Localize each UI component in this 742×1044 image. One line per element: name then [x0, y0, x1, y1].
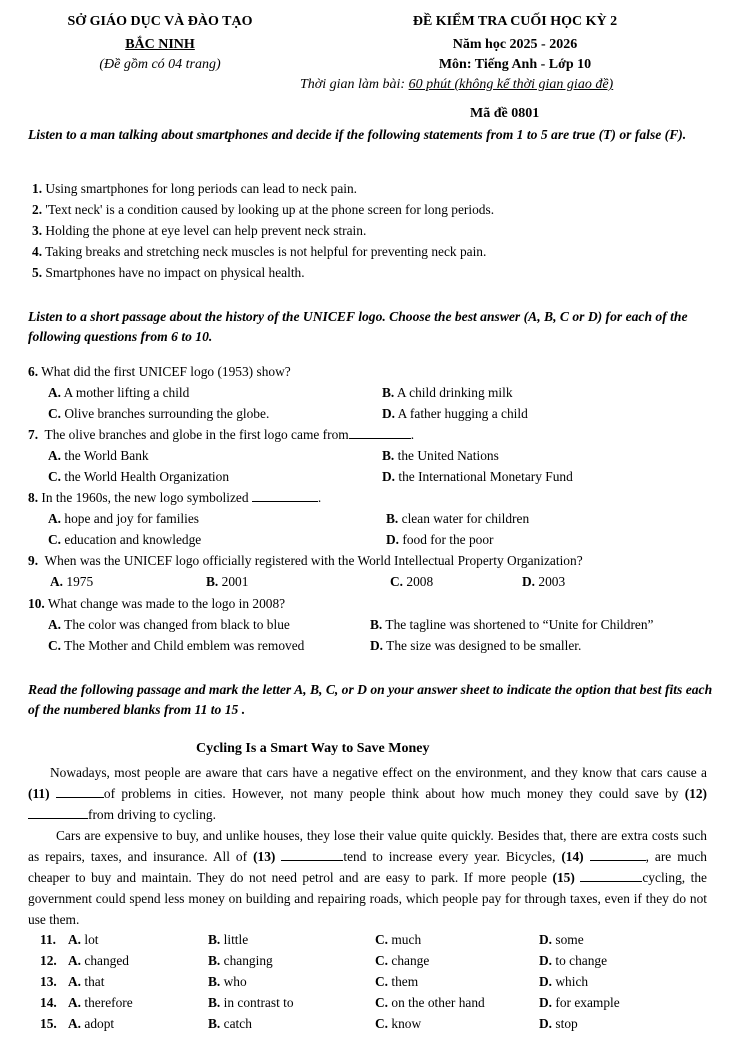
option-d: D. stop	[539, 1016, 578, 1031]
option-d: D. The size was designed to be smaller.	[370, 638, 582, 653]
question-9	[28, 553, 583, 569]
option-d: D. to change	[539, 953, 608, 968]
answer-blank	[281, 849, 343, 861]
option-b: B. catch	[208, 1016, 252, 1031]
time-prefix: Thời gian làm bài:	[300, 77, 406, 92]
option-row-number: 14.	[40, 995, 57, 1010]
option-c: C. the World Health Organization	[48, 469, 230, 484]
question-number: 6.	[28, 364, 39, 379]
option-b: B. clean water for children	[386, 511, 530, 526]
question-text: The olive branches and globe in the first logo came from	[44, 427, 349, 442]
option-a: A. The color was changed from black to blue	[48, 617, 290, 632]
option-d: D. 2003	[522, 574, 566, 589]
department-name: SỞ GIÁO DỤC VÀ ĐÀO TẠO	[67, 14, 253, 29]
exam-code: Mã đề 0801	[470, 106, 540, 121]
pages-note: (Đề gồm có 04 trang)	[99, 57, 221, 72]
blank-number: (12)	[684, 786, 707, 801]
part1-instruction: Listen to a man talking about smartphones and decide if the following statements from 1 to 5 are true (T) or false (F).	[28, 127, 687, 142]
tf-item	[32, 202, 494, 218]
question-10	[28, 596, 285, 612]
question-8: 8. In the 1960s, the new logo symbolized .	[28, 490, 322, 505]
option-row-number: 13.	[40, 974, 57, 989]
option-b: B. The tagline was shortened to “Unite for Children”	[370, 617, 654, 632]
option-a: A. therefore	[68, 995, 133, 1010]
question-text: When was the UNICEF logo officially registered with the World Intellectual Property Organization?	[44, 553, 583, 568]
item-number: 3.	[32, 223, 43, 238]
option-d: D. food for the poor	[386, 532, 494, 547]
option-c: C. Olive branches surrounding the globe.	[48, 406, 270, 421]
subject-line: Môn: Tiếng Anh - Lớp 10	[438, 57, 592, 72]
question-number: 8.	[28, 490, 39, 505]
option-b: B. who	[208, 974, 247, 989]
time-value: 60 phút (không kể thời gian giao đề)	[408, 77, 614, 92]
blank-number: (15)	[552, 870, 575, 885]
option-b: B. 2001	[206, 574, 249, 589]
option-d: D. which	[539, 974, 589, 989]
item-number: 4.	[32, 244, 43, 259]
part3-instruction: Read the following passage and mark the letter A, B, C, or D on your answer sheet to indicate the option that best fits each of the numbered blanks from 11 to 15 .	[28, 682, 713, 717]
tf-item	[32, 181, 357, 197]
option-row-number: 15.	[40, 1016, 57, 1031]
passage-paragraph-1: Nowadays, most people are aware that cars have a negative effect on the environment, and they know that cars cause a (11) of problems in cities. However, not many people think about how much money they could save by (12) from driving to cycling.	[28, 765, 707, 822]
option-b: B. changing	[208, 953, 273, 968]
question-number: 7.	[28, 427, 39, 442]
option-a: A. lot	[68, 932, 99, 947]
option-c: C. 2008	[390, 574, 434, 589]
option-b: B. A child drinking milk	[382, 385, 513, 400]
passage-paragraph-2: Cars are expensive to buy, and unlike houses, they lose their value quite quickly. Besides that, there are extra costs such as repairs, taxes, and insurance. All of (13) tend to increase every year. Bicycles, (14) , are much cheaper to buy and maintain. They do not need petrol and are easy to park. If more people (15) cycling, the government could spend less money on building and repairing roads, which people pay for through taxes, even if they do not use them.	[28, 828, 708, 927]
option-c: C. them	[375, 974, 419, 989]
answer-blank	[56, 786, 104, 798]
item-text: 'Text neck' is a condition caused by looking up at the phone screen for long periods.	[45, 202, 495, 217]
answer-blank	[349, 427, 411, 439]
option-row-number: 12.	[40, 953, 57, 968]
question-text: What change was made to the logo in 2008?	[47, 596, 286, 611]
item-text: Holding the phone at eye level can help prevent neck strain.	[45, 223, 367, 238]
option-d: D. the International Monetary Fund	[382, 469, 573, 484]
province-name: BẮC NINH	[125, 37, 195, 52]
option-b: B. in contrast to	[208, 995, 294, 1010]
option-c: C. change	[375, 953, 430, 968]
option-c: C. The Mother and Child emblem was removed	[48, 638, 305, 653]
option-a: A. 1975	[50, 574, 94, 589]
option-b: B. little	[208, 932, 249, 947]
question-7: 7. The olive branches and globe in the first logo came from .	[28, 427, 415, 442]
option-a: A. changed	[68, 953, 130, 968]
question-text: In the 1960s, the new logo symbolized	[41, 490, 249, 505]
passage-title: Cycling Is a Smart Way to Save Money	[196, 741, 430, 756]
item-number: 2.	[32, 202, 43, 217]
blank-number: (14)	[561, 849, 584, 864]
question-6	[28, 364, 291, 380]
blank-number: (13)	[253, 849, 276, 864]
tf-item	[32, 244, 486, 260]
tf-item	[32, 265, 305, 281]
item-text: Smartphones have no impact on physical health.	[45, 265, 305, 280]
answer-blank	[252, 490, 318, 502]
option-c: C. much	[375, 932, 422, 947]
option-d: D. for example	[539, 995, 620, 1010]
question-number: 9.	[28, 553, 39, 568]
item-number: 5.	[32, 265, 43, 280]
item-number: 1.	[32, 181, 43, 196]
school-year: Năm học 2025 - 2026	[452, 37, 578, 52]
answer-blank	[28, 807, 88, 819]
blank-number: (11)	[28, 786, 50, 801]
option-a: A. adopt	[68, 1016, 115, 1031]
time-line	[300, 77, 613, 94]
option-d: D. some	[539, 932, 584, 947]
question-text: What did the first UNICEF logo (1953) show?	[41, 364, 291, 379]
option-row-number: 11.	[40, 932, 56, 947]
option-a: A. the World Bank	[48, 448, 149, 463]
option-d: D. A father hugging a child	[382, 406, 528, 421]
answer-blank	[590, 849, 646, 861]
option-b: B. the United Nations	[382, 448, 499, 463]
option-a: A. A mother lifting a child	[48, 385, 190, 400]
option-c: C. on the other hand	[375, 995, 485, 1010]
question-number: 10.	[28, 596, 45, 611]
tf-item	[32, 223, 366, 239]
answer-blank	[580, 870, 642, 882]
item-text: Taking breaks and stretching neck muscles is not helpful for preventing neck pain.	[45, 244, 487, 259]
option-a: A. that	[68, 974, 105, 989]
option-a: A. hope and joy for families	[48, 511, 200, 526]
item-text: Using smartphones for long periods can lead to neck pain.	[45, 181, 358, 196]
part2-instruction: Listen to a short passage about the history of the UNICEF logo. Choose the best answer (A, B, C or D) for each of the following questions from 6 to 10.	[28, 309, 688, 344]
option-c: C. education and knowledge	[48, 532, 202, 547]
option-c: C. know	[375, 1016, 422, 1031]
exam-title: ĐỀ KIỂM TRA CUỐI HỌC KỲ 2	[412, 14, 618, 29]
